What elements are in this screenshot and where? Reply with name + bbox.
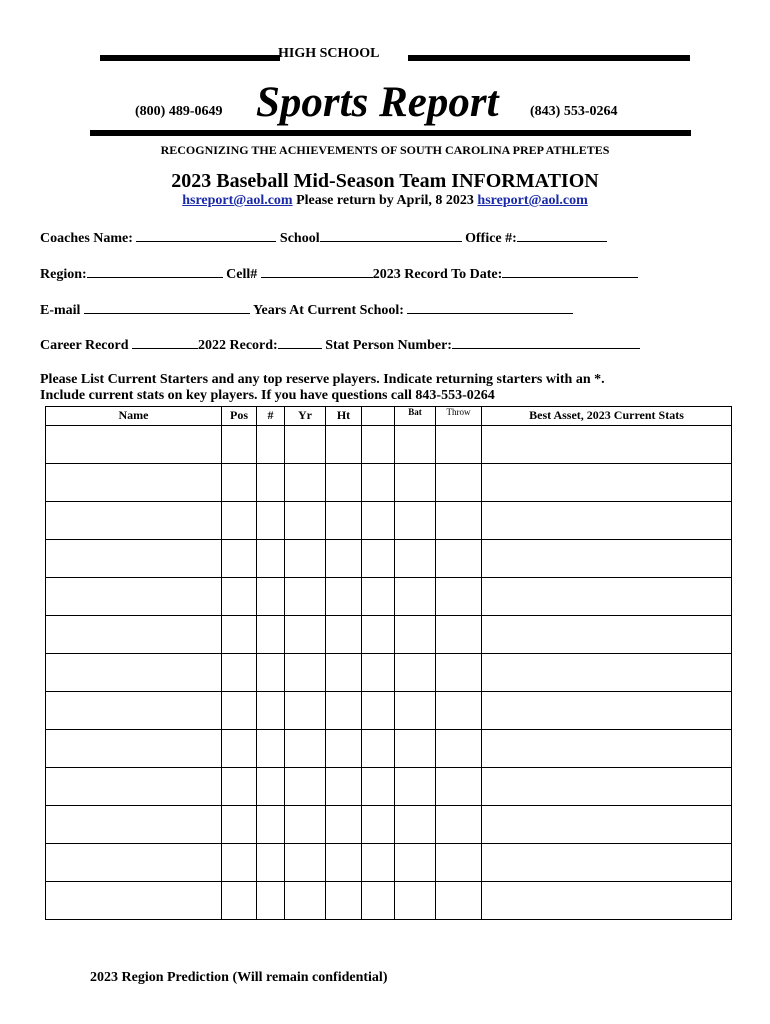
col-number: # bbox=[257, 407, 285, 426]
table-cell[interactable] bbox=[326, 654, 362, 692]
field-row-4 bbox=[40, 336, 640, 354]
table-cell[interactable] bbox=[326, 578, 362, 616]
table-cell[interactable] bbox=[46, 730, 222, 768]
table-cell[interactable] bbox=[326, 806, 362, 844]
phone-right: (843) 553-0264 bbox=[530, 104, 618, 119]
table-cell[interactable] bbox=[362, 882, 395, 920]
table-cell[interactable] bbox=[46, 654, 222, 692]
table-cell[interactable] bbox=[285, 464, 326, 502]
table-cell[interactable] bbox=[285, 768, 326, 806]
table-cell[interactable] bbox=[436, 540, 482, 578]
table-cell[interactable] bbox=[222, 654, 257, 692]
table-cell[interactable] bbox=[326, 616, 362, 654]
table-cell[interactable] bbox=[395, 540, 436, 578]
table-row bbox=[46, 806, 732, 844]
table-cell[interactable] bbox=[436, 502, 482, 540]
table-cell[interactable] bbox=[46, 768, 222, 806]
table-cell[interactable] bbox=[285, 730, 326, 768]
table-cell[interactable] bbox=[222, 692, 257, 730]
table-cell[interactable] bbox=[436, 844, 482, 882]
table-row bbox=[46, 540, 732, 578]
header-bottom-rule bbox=[90, 130, 691, 136]
table-cell[interactable] bbox=[257, 844, 285, 882]
col-blank bbox=[362, 407, 395, 426]
table-cell[interactable] bbox=[326, 882, 362, 920]
table-cell[interactable] bbox=[326, 768, 362, 806]
table-cell[interactable] bbox=[395, 730, 436, 768]
table-cell[interactable] bbox=[395, 654, 436, 692]
table-cell[interactable] bbox=[482, 692, 732, 730]
email-link-1[interactable]: hsreport@aol.com bbox=[182, 193, 293, 208]
region-prediction: 2023 Region Prediction (Will remain confidential) bbox=[90, 970, 388, 985]
table-cell[interactable] bbox=[362, 578, 395, 616]
table-cell[interactable] bbox=[482, 502, 732, 540]
return-text: Please return by April, 8 2023 bbox=[296, 193, 474, 208]
coaches-name-field[interactable] bbox=[136, 229, 276, 242]
stat-person-field[interactable] bbox=[452, 336, 640, 349]
table-row bbox=[46, 730, 732, 768]
table-cell[interactable] bbox=[222, 730, 257, 768]
col-name: Name bbox=[46, 407, 222, 426]
table-header-row bbox=[46, 407, 732, 426]
table-cell[interactable] bbox=[436, 692, 482, 730]
table-cell[interactable] bbox=[436, 616, 482, 654]
table-cell[interactable] bbox=[395, 502, 436, 540]
table-cell[interactable] bbox=[222, 540, 257, 578]
table-cell[interactable] bbox=[362, 540, 395, 578]
table-cell[interactable] bbox=[222, 768, 257, 806]
field-row-3 bbox=[40, 301, 573, 319]
table-cell[interactable] bbox=[46, 464, 222, 502]
table-cell[interactable] bbox=[326, 730, 362, 768]
table-cell[interactable] bbox=[222, 464, 257, 502]
table-cell[interactable] bbox=[285, 540, 326, 578]
table-cell[interactable] bbox=[482, 540, 732, 578]
table-cell[interactable] bbox=[46, 844, 222, 882]
table-cell[interactable] bbox=[257, 806, 285, 844]
table-cell[interactable] bbox=[362, 692, 395, 730]
region-field[interactable] bbox=[87, 265, 223, 278]
table-cell[interactable] bbox=[285, 806, 326, 844]
col-best-asset: Best Asset, 2023 Current Stats bbox=[482, 407, 732, 426]
table-cell[interactable] bbox=[222, 426, 257, 464]
form-heading: 2023 Baseball Mid-Season Team INFORMATION bbox=[171, 170, 599, 192]
table-cell[interactable] bbox=[285, 882, 326, 920]
table-cell[interactable] bbox=[362, 654, 395, 692]
table-cell[interactable] bbox=[395, 426, 436, 464]
table-cell[interactable] bbox=[436, 806, 482, 844]
email-field[interactable] bbox=[84, 301, 250, 314]
career-record-label: Career Record bbox=[40, 338, 129, 353]
table-cell[interactable] bbox=[46, 578, 222, 616]
header-eyebrow: HIGH SCHOOL bbox=[278, 46, 380, 61]
table-cell[interactable] bbox=[46, 426, 222, 464]
top-rule-right bbox=[408, 55, 690, 61]
years-label: Years At Current School: bbox=[252, 303, 404, 318]
record-2022-field[interactable] bbox=[278, 336, 322, 349]
table-cell[interactable] bbox=[436, 882, 482, 920]
field-row-2 bbox=[40, 265, 638, 283]
table-cell[interactable] bbox=[482, 616, 732, 654]
table-cell[interactable] bbox=[326, 540, 362, 578]
cell-label: Cell# bbox=[226, 267, 258, 282]
office-field[interactable] bbox=[517, 229, 607, 242]
table-cell[interactable] bbox=[482, 882, 732, 920]
top-rule-left bbox=[100, 55, 280, 61]
table-cell[interactable] bbox=[362, 806, 395, 844]
table-cell[interactable] bbox=[362, 464, 395, 502]
table-cell[interactable] bbox=[482, 578, 732, 616]
field-row-1 bbox=[40, 229, 607, 247]
table-cell[interactable] bbox=[482, 426, 732, 464]
region-label: Region: bbox=[40, 267, 87, 282]
table-cell[interactable] bbox=[222, 616, 257, 654]
table-cell[interactable] bbox=[285, 502, 326, 540]
table-cell[interactable] bbox=[395, 768, 436, 806]
record-to-date-field[interactable] bbox=[502, 265, 638, 278]
table-cell[interactable] bbox=[46, 692, 222, 730]
table-cell[interactable] bbox=[362, 502, 395, 540]
table-row bbox=[46, 616, 732, 654]
table-cell[interactable] bbox=[436, 768, 482, 806]
roster-body bbox=[46, 426, 732, 920]
table-cell[interactable] bbox=[482, 730, 732, 768]
instructions bbox=[40, 372, 605, 404]
table-row bbox=[46, 578, 732, 616]
page-title: Sports Report bbox=[256, 79, 499, 126]
roster-table bbox=[45, 406, 732, 920]
table-cell[interactable] bbox=[395, 806, 436, 844]
table-cell[interactable] bbox=[362, 844, 395, 882]
table-row bbox=[46, 464, 732, 502]
table-cell[interactable] bbox=[436, 654, 482, 692]
table-cell[interactable] bbox=[326, 502, 362, 540]
table-cell[interactable] bbox=[395, 616, 436, 654]
table-cell[interactable] bbox=[395, 844, 436, 882]
table-cell[interactable] bbox=[436, 426, 482, 464]
table-cell[interactable] bbox=[46, 882, 222, 920]
table-cell[interactable] bbox=[285, 426, 326, 464]
table-cell[interactable] bbox=[257, 616, 285, 654]
table-cell[interactable] bbox=[482, 768, 732, 806]
table-cell[interactable] bbox=[362, 616, 395, 654]
table-cell[interactable] bbox=[46, 540, 222, 578]
table-cell[interactable] bbox=[222, 844, 257, 882]
table-cell[interactable] bbox=[257, 768, 285, 806]
instructions-line-2: Include current stats on key players. If you have questions call 843-553-0264 bbox=[40, 388, 495, 403]
table-cell[interactable] bbox=[285, 616, 326, 654]
table-cell[interactable] bbox=[285, 692, 326, 730]
tagline: RECOGNIZING THE ACHIEVEMENTS OF SOUTH CAROLINA PREP ATHLETES bbox=[160, 143, 610, 157]
table-cell[interactable] bbox=[326, 844, 362, 882]
table-cell[interactable] bbox=[285, 844, 326, 882]
table-cell[interactable] bbox=[285, 654, 326, 692]
table-row bbox=[46, 502, 732, 540]
school-field[interactable] bbox=[320, 229, 462, 242]
table-cell[interactable] bbox=[257, 654, 285, 692]
col-throw: Throw bbox=[436, 407, 482, 426]
table-cell[interactable] bbox=[46, 806, 222, 844]
table-row bbox=[46, 882, 732, 920]
table-cell[interactable] bbox=[257, 540, 285, 578]
table-cell[interactable] bbox=[46, 502, 222, 540]
return-line bbox=[0, 193, 770, 209]
table-cell[interactable] bbox=[482, 464, 732, 502]
record-to-date-label: 2023 Record To Date: bbox=[372, 267, 503, 282]
table-cell[interactable] bbox=[395, 464, 436, 502]
table-cell[interactable] bbox=[257, 578, 285, 616]
table-row bbox=[46, 844, 732, 882]
table-cell[interactable] bbox=[482, 806, 732, 844]
table-cell[interactable] bbox=[395, 692, 436, 730]
table-cell[interactable] bbox=[436, 730, 482, 768]
table-cell[interactable] bbox=[326, 692, 362, 730]
table-cell[interactable] bbox=[362, 730, 395, 768]
table-cell[interactable] bbox=[482, 654, 732, 692]
table-cell[interactable] bbox=[257, 426, 285, 464]
table-cell[interactable] bbox=[257, 464, 285, 502]
table-cell[interactable] bbox=[222, 882, 257, 920]
table-cell[interactable] bbox=[436, 464, 482, 502]
table-cell[interactable] bbox=[362, 768, 395, 806]
table-cell[interactable] bbox=[326, 426, 362, 464]
table-cell[interactable] bbox=[257, 692, 285, 730]
table-cell[interactable] bbox=[482, 844, 732, 882]
table-cell[interactable] bbox=[285, 578, 326, 616]
col-bat: Bat bbox=[395, 407, 436, 426]
table-row bbox=[46, 768, 732, 806]
table-cell[interactable] bbox=[326, 464, 362, 502]
record-2022-label: 2022 Record: bbox=[198, 338, 278, 353]
table-cell[interactable] bbox=[46, 616, 222, 654]
table-cell[interactable] bbox=[257, 882, 285, 920]
table-row bbox=[46, 654, 732, 692]
table-cell[interactable] bbox=[257, 730, 285, 768]
email-link-2[interactable]: hsreport@aol.com bbox=[477, 193, 588, 208]
cell-field[interactable] bbox=[261, 265, 373, 278]
school-label: School bbox=[279, 231, 320, 246]
office-label: Office #: bbox=[465, 231, 517, 246]
table-cell[interactable] bbox=[222, 502, 257, 540]
stat-person-label: Stat Person Number: bbox=[325, 338, 452, 353]
table-cell[interactable] bbox=[222, 578, 257, 616]
email-label: E-mail bbox=[40, 303, 81, 318]
col-ht: Ht bbox=[326, 407, 362, 426]
table-cell[interactable] bbox=[436, 578, 482, 616]
table-cell[interactable] bbox=[395, 578, 436, 616]
years-field[interactable] bbox=[407, 301, 573, 314]
phone-left: (800) 489-0649 bbox=[135, 104, 223, 119]
table-cell[interactable] bbox=[362, 426, 395, 464]
table-cell[interactable] bbox=[257, 502, 285, 540]
table-row bbox=[46, 692, 732, 730]
table-cell[interactable] bbox=[222, 806, 257, 844]
col-pos: Pos bbox=[222, 407, 257, 426]
instructions-line-1: Please List Current Starters and any top reserve players. Indicate returning starters with an *. bbox=[40, 372, 605, 387]
coaches-name-label: Coaches Name: bbox=[40, 231, 133, 246]
table-cell[interactable] bbox=[395, 882, 436, 920]
table-row bbox=[46, 426, 732, 464]
col-yr: Yr bbox=[285, 407, 326, 426]
career-record-field[interactable] bbox=[132, 336, 198, 349]
